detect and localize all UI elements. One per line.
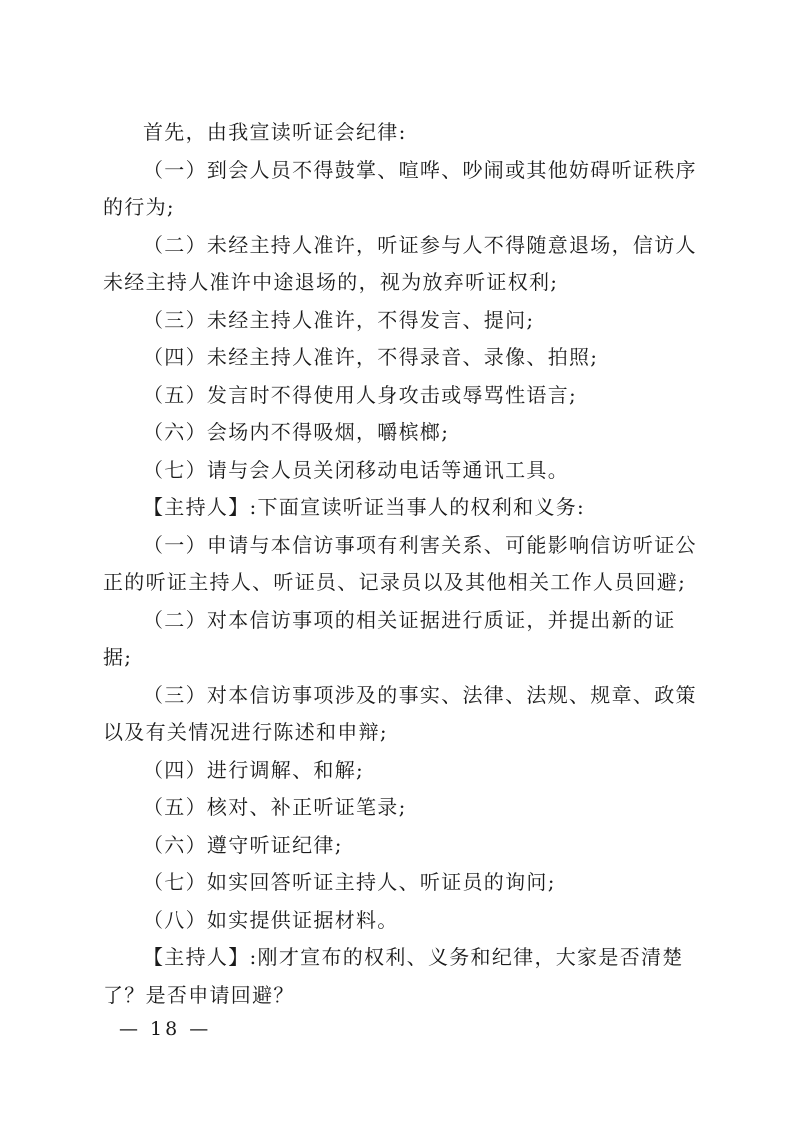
document-body <box>103 114 697 1014</box>
paragraph-discipline-5: （五）发言时不得使用人身攻击或辱骂性语言; <box>143 382 578 407</box>
paragraph-right-8: （八）如实提供证据材料。 <box>143 907 399 932</box>
paragraph-discipline-7: （七）请与会人员关闭移动电话等通讯工具。 <box>143 457 569 482</box>
paragraph-discipline-4: （四）未经主持人准许，不得录音、录像、拍照; <box>143 345 599 369</box>
paragraph-host-rights-intro: 【主持人】:下面宣读听证当事人的权利和义务: <box>143 495 586 519</box>
paragraph-right-5: （五）核对、补正听证笔录; <box>143 795 407 819</box>
paragraph-right-2: （二）对本信访事项的相关证据进行质证，并提出新的证据; <box>103 607 676 669</box>
page-number: — 18 — <box>119 1018 212 1040</box>
paragraph-right-4: （四）进行调解、和解; <box>143 757 365 782</box>
paragraph-right-6: （六）遵守听证纪律; <box>143 832 343 857</box>
paragraph-intro: 首先，由我宣读听证会纪律: <box>143 120 407 144</box>
paragraph-discipline-6: （六）会场内不得吸烟，嚼槟榔; <box>143 420 450 444</box>
paragraph-host-question: 【主持人】:刚才宣布的权利、义务和纪律，大家是否清楚了？是否申请回避？ <box>103 945 684 1007</box>
paragraph-discipline-3: （三）未经主持人准许，不得发言、提问; <box>143 307 535 332</box>
paragraph-right-3: （三）对本信访事项涉及的事实、法律、法规、规章、政策以及有关情况进行陈述和申辩; <box>103 682 697 744</box>
paragraph-discipline-1: （一）到会人员不得鼓掌、喧哗、吵闹或其他妨碍听证秩序的行为; <box>103 157 697 219</box>
paragraph-right-1: （一）申请与本信访事项有利害关系、可能影响信访听证公正的听证主持人、听证员、记录员以及其他相关工作人员回避; <box>103 532 697 594</box>
paragraph-right-7: （七）如实回答听证主持人、听证员的询问; <box>143 870 556 894</box>
paragraph-discipline-2: （二）未经主持人准许，听证参与人不得随意退场，信访人未经主持人准许中途退场的，视为放弃听证权利; <box>103 232 697 294</box>
